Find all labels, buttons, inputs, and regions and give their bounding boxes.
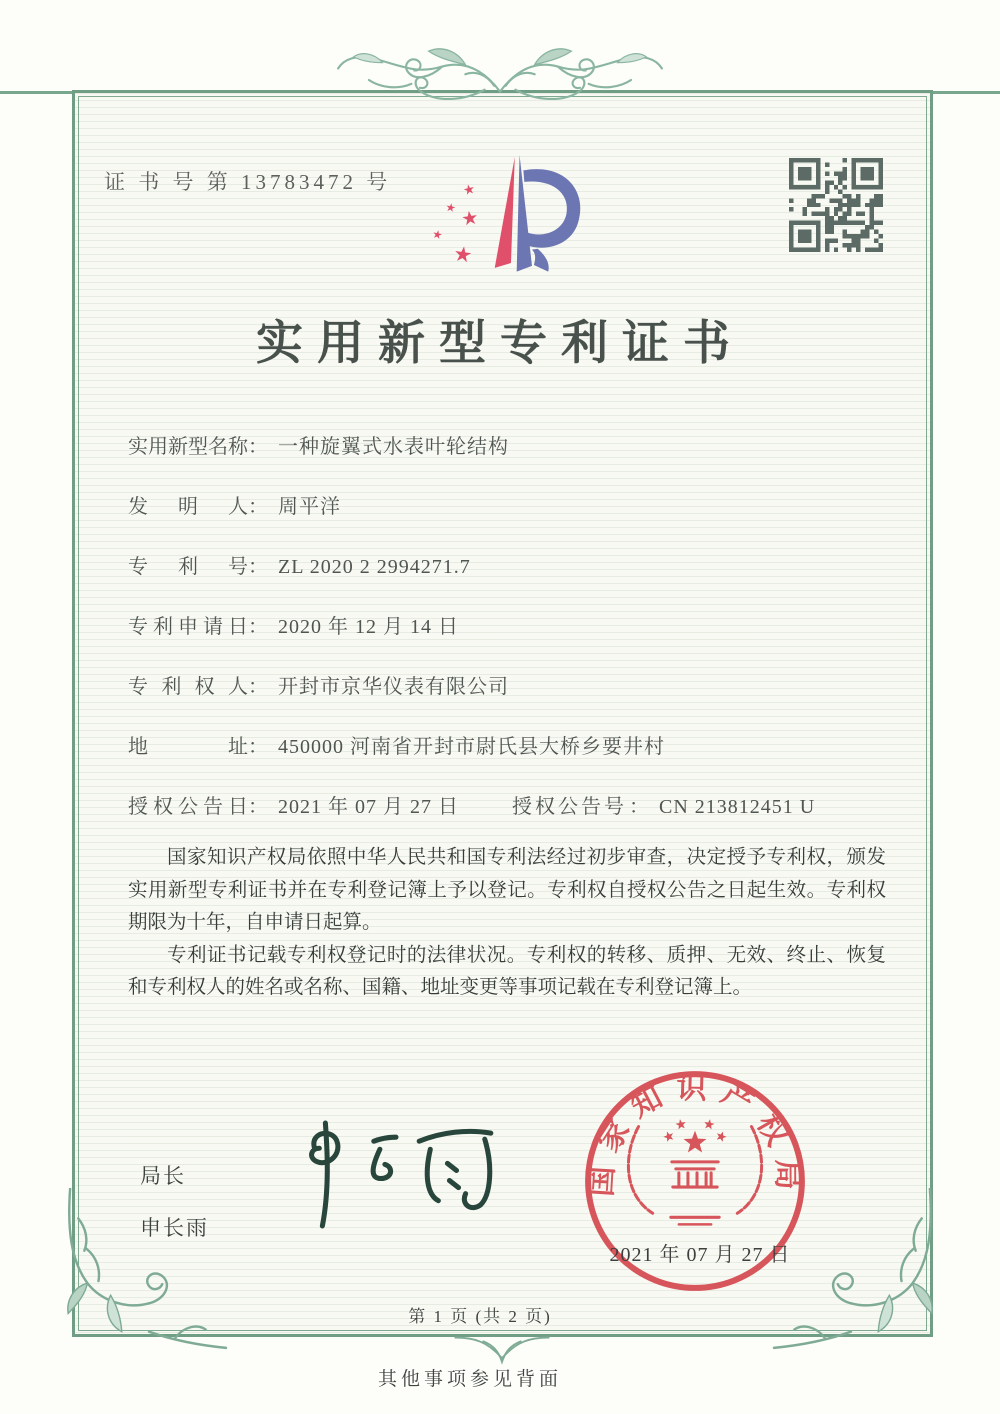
qr-code	[789, 158, 883, 252]
field-row-patent-no	[128, 550, 898, 578]
field-label: 专利权人	[128, 676, 248, 698]
legal-text	[128, 842, 886, 1005]
colon: ：	[248, 556, 268, 578]
colon: ：	[629, 796, 649, 818]
colon: ：	[248, 736, 268, 758]
field-value: CN 213812451 U	[659, 796, 816, 818]
back-note: 其他事项参见背面	[377, 1369, 562, 1390]
legal-paragraph-2: 专利证书记载专利权登记时的法律状况。专利权的转移、质押、无效、终止、恢复和专利权人的姓名或名称、国籍、地址变更等事项记载在专利登记簿上。	[128, 944, 886, 998]
page-number: 第 1 页 (共 2 页)	[408, 1307, 552, 1326]
svg-text:★: ★	[431, 228, 444, 243]
svg-text:★: ★	[461, 180, 477, 199]
certificate-title: 实用新型专利证书	[256, 318, 744, 370]
seal-text: 国家知识产权局	[584, 1070, 805, 1202]
field-value: 开封市京华仪表有限公司	[278, 676, 509, 698]
field-label: 地址	[128, 736, 248, 758]
director-name: 申长雨	[140, 1216, 209, 1240]
field-row-patentee	[128, 670, 898, 698]
field-label: 实用新型名称	[128, 436, 248, 458]
director-block	[140, 1150, 209, 1254]
svg-text:★: ★	[459, 207, 480, 231]
field-row-address	[128, 730, 898, 758]
field-value: 周平洋	[278, 496, 341, 518]
seal-date: 2021 年 07 月 27 日	[609, 1244, 791, 1266]
field-row-grant-date	[128, 790, 898, 818]
field-row-filing-date	[128, 610, 898, 638]
svg-text:★: ★	[451, 241, 474, 268]
field-grant-number	[512, 790, 815, 819]
colon: ：	[248, 796, 268, 818]
colon: ：	[248, 676, 268, 698]
colon: ：	[248, 616, 268, 638]
field-value: 一种旋翼式水表叶轮结构	[278, 436, 509, 458]
svg-text:★: ★	[444, 201, 457, 216]
colon: ：	[248, 496, 268, 518]
cnipa-logo-icon	[424, 148, 596, 294]
field-label: 授权公告号	[512, 796, 627, 818]
director-title: 局长	[140, 1164, 186, 1188]
field-value: 450000 河南省开封市尉氏县大桥乡要井村	[278, 736, 665, 758]
field-label: 专利申请日	[128, 616, 248, 638]
field-value: 2020 年 12 月 14 日	[278, 616, 459, 638]
certificate-number: 证 书 号 第 13783472 号	[104, 170, 392, 194]
field-label: 发明人	[128, 496, 248, 518]
field-label: 授权公告日	[128, 796, 248, 818]
colon: ：	[248, 436, 268, 458]
director-signature	[280, 1116, 512, 1234]
field-row-name	[128, 430, 898, 458]
field-value: ZL 2020 2 2994271.7	[278, 556, 471, 578]
legal-paragraph-1: 国家知识产权局依照中华人民共和国专利法经过初步审查，决定授予专利权，颁发实用新型专利证书并在专利登记簿上予以登记。专利权自授权公告之日起生效。专利权期限为十年，自申请日起算。	[128, 847, 886, 933]
field-label: 专利号	[128, 556, 248, 578]
field-row-inventor	[128, 490, 898, 518]
field-list	[128, 430, 898, 850]
field-value: 2021 年 07 月 27 日	[278, 796, 459, 818]
national-emblem-icon	[662, 1118, 728, 1152]
